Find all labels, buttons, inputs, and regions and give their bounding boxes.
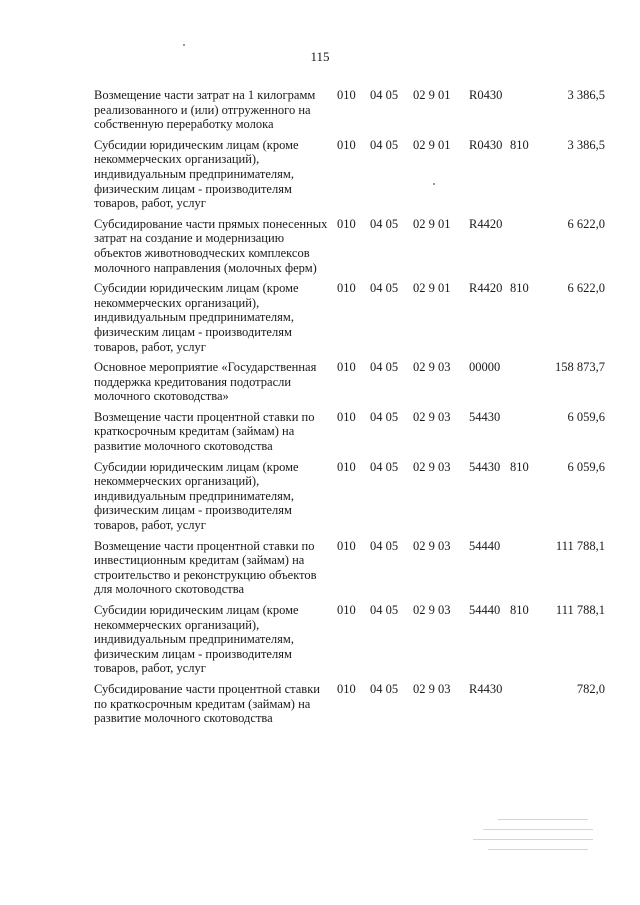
direction-code: R4420 xyxy=(469,216,503,231)
row-name: Субсидии юридическим лицам (кроме некоммерческих организаций), индивидуальным предпринимателям, физическим лицам - производителям товаров, работ, услуг xyxy=(94,281,299,354)
ministry-code: 010 xyxy=(337,538,356,553)
table-row xyxy=(0,539,640,597)
program-code: 02 9 01 xyxy=(413,216,451,231)
row-name: Субсидирование части прямых понесенных затрат на создание и модернизацию объектов животноводческих комплексов молочного направления (молочных ферм) xyxy=(94,216,328,275)
direction-code: 54440 xyxy=(469,603,501,617)
expense-type-code: 810 xyxy=(510,137,529,152)
program-code: 02 9 03 xyxy=(413,538,451,553)
program-code: 02 9 03 xyxy=(413,360,451,375)
program-code: 02 9 03 xyxy=(413,681,451,696)
direction-code: R4430 xyxy=(469,681,503,696)
ministry-code: 010 xyxy=(337,603,356,617)
section-code: 04 05 xyxy=(370,409,399,424)
program-code: 02 9 01 xyxy=(413,88,451,102)
table-row xyxy=(0,360,640,404)
program-code: 02 9 01 xyxy=(413,281,451,296)
ministry-code: 010 xyxy=(337,216,356,231)
section-code: 04 05 xyxy=(370,681,399,696)
row-name: Субсидии юридическим лицам (кроме некоммерческих организаций), индивидуальным предпринимателям, физическим лицам - производителям товаров, работ, услуг xyxy=(94,603,299,676)
ministry-code: 010 xyxy=(337,88,356,102)
direction-code: R4420 xyxy=(469,281,503,296)
table-row xyxy=(0,410,640,454)
section-code: 04 05 xyxy=(370,603,399,617)
expense-type-code: 810 xyxy=(510,281,529,296)
program-code: 02 9 03 xyxy=(413,603,451,617)
section-code: 04 05 xyxy=(370,459,399,474)
amount: 3 386,5 xyxy=(567,88,605,102)
amount: 3 386,5 xyxy=(567,137,605,152)
row-name: Субсидии юридическим лицам (кроме некоммерческих организаций), индивидуальным предпринимателям, физическим лицам - производителям товаров, работ, услуг xyxy=(94,459,299,533)
page-number: 115 xyxy=(310,49,330,64)
ministry-code: 010 xyxy=(337,137,356,152)
amount: 6 059,6 xyxy=(567,409,605,424)
program-code: 02 9 03 xyxy=(413,409,451,424)
row-name: Возмещение части процентной ставки по инвестиционным кредитам (займам) на строительство и реконструкцию объектов для молочного скотоводства xyxy=(94,538,317,597)
section-code: 04 05 xyxy=(370,216,399,231)
amount: 111 788,1 xyxy=(555,538,605,553)
section-code: 04 05 xyxy=(370,281,399,296)
ministry-code: 010 xyxy=(337,281,356,296)
direction-code: R0430 xyxy=(469,137,503,152)
speck xyxy=(183,44,185,46)
row-name: Субсидирование части процентной ставки по краткосрочным кредитам (займам) на развитие молочного скотоводства xyxy=(94,681,320,726)
table-row xyxy=(0,88,640,132)
expense-type-code: 810 xyxy=(510,459,529,474)
direction-code: R0430 xyxy=(469,88,503,102)
amount: 782,0 xyxy=(576,681,605,696)
ministry-code: 010 xyxy=(337,360,356,375)
direction-code: 54440 xyxy=(469,538,501,553)
speck xyxy=(433,183,435,185)
section-code: 04 05 xyxy=(370,137,399,152)
amount: 158 873,7 xyxy=(555,360,605,375)
program-code: 02 9 03 xyxy=(413,459,451,474)
row-name: Возмещение части затрат на 1 килограмм реализованного и (или) отгруженного на собственную переработку молока xyxy=(94,88,316,132)
faded-stamp xyxy=(468,810,598,866)
table-row xyxy=(0,138,640,211)
amount: 6 059,6 xyxy=(567,459,605,474)
ministry-code: 010 xyxy=(337,681,356,696)
amount: 111 788,1 xyxy=(555,603,605,617)
expense-type-code: 810 xyxy=(510,603,529,617)
budget-table xyxy=(0,88,640,732)
row-name: Возмещение части процентной ставки по краткосрочным кредитам (займам) на развитие молочного скотоводства xyxy=(94,409,315,454)
row-name: Субсидии юридическим лицам (кроме некоммерческих организаций), индивидуальным предпринимателям, физическим лицам - производителям товаров, работ, услуг xyxy=(94,137,299,211)
table-row xyxy=(0,217,640,275)
section-code: 04 05 xyxy=(370,88,399,102)
row-name: Основное мероприятие «Государственная поддержка кредитования подотрасли молочного скотоводства» xyxy=(94,360,317,404)
table-row xyxy=(0,682,640,726)
direction-code: 00000 xyxy=(469,360,501,375)
section-code: 04 05 xyxy=(370,360,399,375)
table-row xyxy=(0,281,640,354)
ministry-code: 010 xyxy=(337,409,356,424)
amount: 6 622,0 xyxy=(567,281,605,296)
ministry-code: 010 xyxy=(337,459,356,474)
amount: 6 622,0 xyxy=(567,216,605,231)
program-code: 02 9 01 xyxy=(413,137,451,152)
section-code: 04 05 xyxy=(370,538,399,553)
direction-code: 54430 xyxy=(469,409,501,424)
table-row xyxy=(0,460,640,533)
direction-code: 54430 xyxy=(469,459,501,474)
table-row xyxy=(0,603,640,676)
